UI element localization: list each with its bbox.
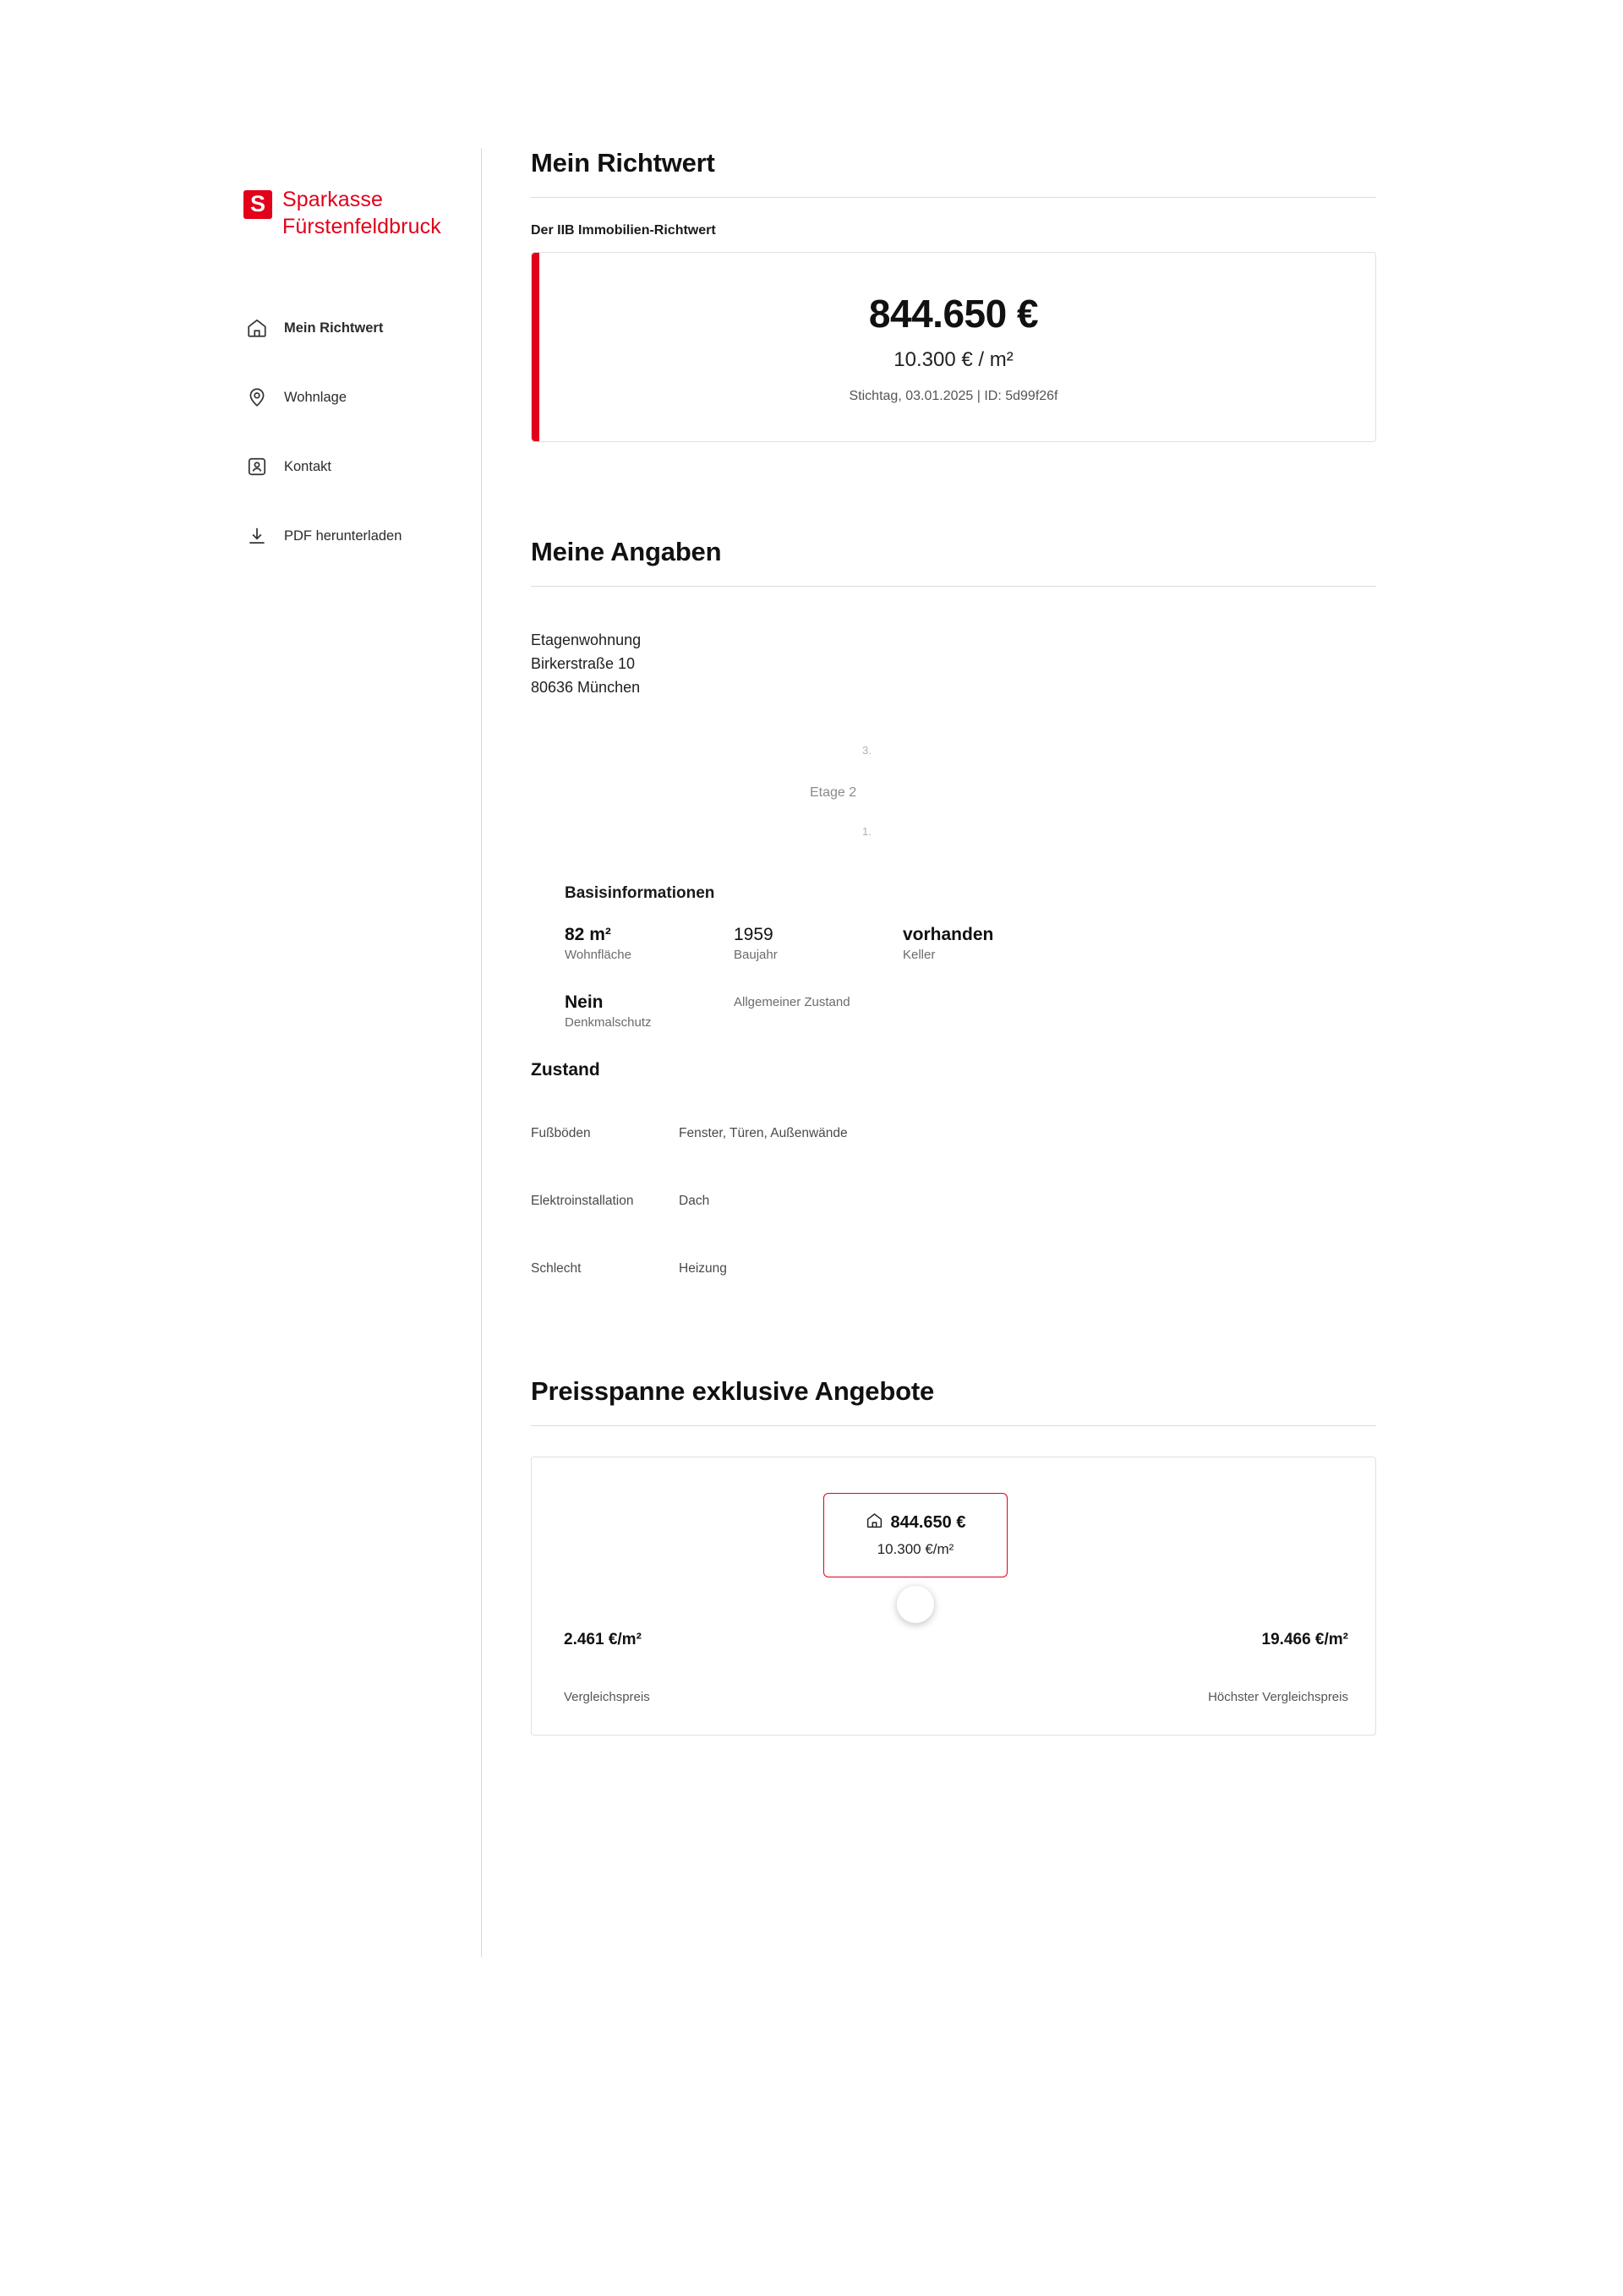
preisspanne-chart — [531, 1457, 1376, 1736]
sidebar-item-kontakt[interactable] — [243, 451, 463, 482]
fact-value: 1959 — [734, 924, 773, 944]
fact-wohnflaeche — [565, 925, 734, 962]
floor-bottom-label: 1. — [862, 824, 872, 838]
main-content — [531, 148, 1376, 1736]
property-city: 80636 München — [531, 678, 641, 696]
brand-name-line2: Fürstenfeldbruck — [282, 215, 441, 238]
zustand-grid — [531, 1126, 1055, 1276]
sidebar-nav — [243, 313, 463, 590]
zustand-title: Zustand — [531, 1059, 600, 1080]
zustand-row-left: Elektroinstallation — [531, 1193, 634, 1208]
fact-label: Allgemeiner Zustand — [734, 994, 850, 1009]
section-meine-angaben — [531, 537, 1376, 1276]
sparkasse-s-icon — [243, 190, 272, 219]
fact-label: Baujahr — [734, 947, 778, 962]
basisinformationen-title: Basisinformationen — [565, 883, 715, 902]
floor-top-label: 3. — [862, 743, 872, 757]
bubble-value-row — [866, 1512, 966, 1534]
bubble-value: 844.650 € — [890, 1513, 966, 1533]
richtwert-per-sqm: 10.300 € / m² — [893, 347, 1014, 371]
zustand-row-left: Fußböden — [531, 1125, 591, 1140]
fact-denkmalschutz — [565, 992, 734, 1030]
fact-empty — [903, 992, 1089, 1030]
property-street: Birkerstraße 10 — [531, 654, 636, 672]
sidebar-item-label: Mein Richtwert — [284, 320, 384, 336]
divider — [531, 586, 1376, 587]
sparkasse-logo[interactable] — [243, 186, 441, 240]
fact-baujahr — [734, 925, 903, 962]
sidebar-item-mein-richtwert[interactable] — [243, 313, 463, 343]
sidebar-item-pdf-herunterladen[interactable] — [243, 521, 463, 551]
fact-label: Wohnfläche — [565, 947, 631, 962]
section-preisspanne — [531, 1376, 1376, 1736]
property-address — [531, 629, 1376, 700]
richtwert-marker-bubble — [823, 1493, 1008, 1577]
fact-value: 82 m² — [565, 924, 611, 944]
section-mein-richtwert — [531, 148, 1376, 442]
basisinformationen-grid — [565, 925, 1089, 1030]
brand-name-line1: Sparkasse — [282, 188, 384, 211]
sidebar — [228, 148, 482, 1957]
richtwert-subtitle: Der IIB Immobilien-Richtwert — [531, 223, 716, 238]
richtwert-card — [531, 252, 1376, 442]
preisspanne-title: Preisspanne exklusive Angebote — [531, 1375, 934, 1406]
map-pin-icon — [243, 384, 270, 411]
richtwert-value: 844.650 € — [868, 291, 1039, 336]
fact-allgemeiner-zustand — [734, 992, 903, 1030]
range-low-label: Vergleichspreis — [564, 1689, 650, 1704]
page-title: Mein Richtwert — [531, 148, 715, 178]
contact-card-icon — [243, 453, 270, 480]
range-high-label: Höchster Vergleichspreis — [1208, 1689, 1348, 1704]
sidebar-item-label: Kontakt — [284, 458, 331, 474]
zustand-row-right: Fenster, Türen, Außenwände — [679, 1125, 848, 1140]
sidebar-item-wohnlage[interactable] — [243, 382, 463, 413]
richtwert-meta: Stichtag, 03.01.2025 | ID: 5d99f26f — [849, 388, 1058, 403]
fact-value: vorhanden — [903, 924, 994, 944]
floor-diagram — [649, 732, 1004, 867]
range-slider-knob[interactable] — [897, 1586, 934, 1623]
home-icon — [866, 1512, 883, 1534]
download-icon — [243, 522, 270, 549]
sidebar-item-label: PDF herunterladen — [284, 528, 402, 544]
range-low-value: 2.461 €/m² — [564, 1630, 642, 1648]
accent-bar — [532, 253, 539, 441]
fact-value: Nein — [565, 992, 604, 1012]
zustand-row-right: Heizung — [679, 1260, 727, 1276]
divider — [531, 197, 1376, 198]
home-icon — [243, 314, 270, 342]
angaben-title: Meine Angaben — [531, 537, 722, 566]
bubble-per-sqm: 10.300 €/m² — [877, 1541, 954, 1558]
fact-keller — [903, 925, 1089, 962]
divider — [531, 1425, 1376, 1426]
fact-label: Keller — [903, 947, 936, 962]
fact-label: Denkmalschutz — [565, 1014, 652, 1030]
range-high-value: 19.466 €/m² — [1261, 1630, 1348, 1648]
floor-current-label: Etage 2 — [810, 784, 857, 800]
sidebar-item-label: Wohnlage — [284, 389, 347, 405]
property-type: Etagenwohnung — [531, 631, 642, 648]
brand-name — [282, 186, 441, 240]
zustand-row-right: Dach — [679, 1193, 710, 1208]
zustand-row-left: Schlecht — [531, 1260, 582, 1276]
